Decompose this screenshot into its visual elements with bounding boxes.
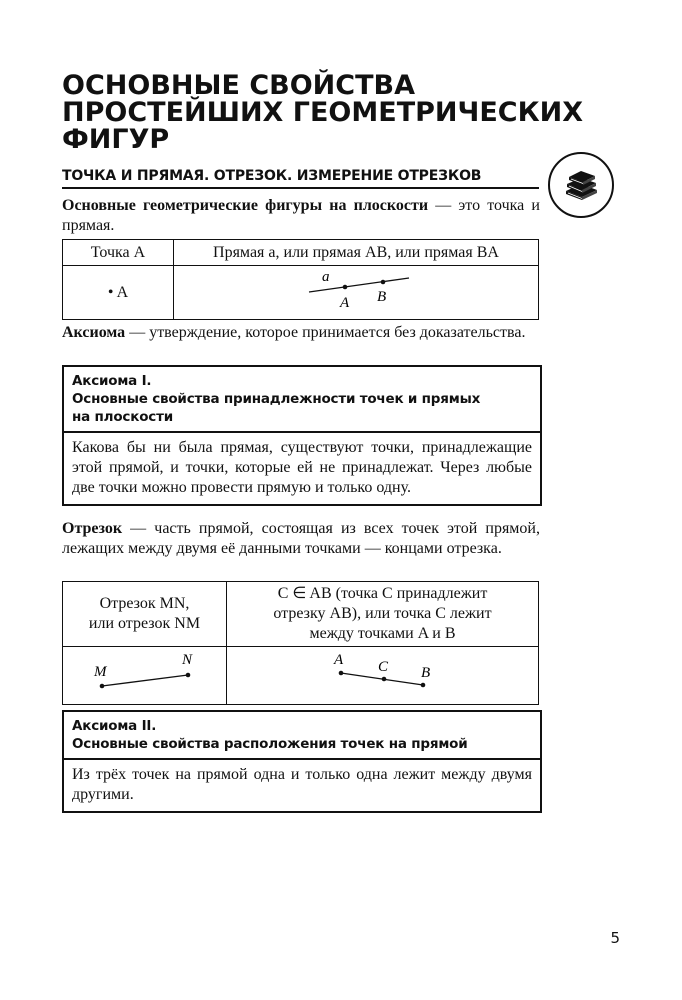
- table1-line-cell: [174, 266, 539, 320]
- axiom-def-rest: — утверждение, которое принимается без доказательства.: [125, 324, 526, 341]
- table2-left-header: [63, 582, 227, 647]
- segment-acb-figure: [228, 647, 538, 699]
- table2-left-line-2: или отрезок NM: [88, 615, 201, 632]
- title-line-2: ПРОСТЕЙШИХ ГЕОМЕТРИЧЕСКИХ: [62, 97, 584, 128]
- title-line-1: ОСНОВНЫЕ СВОЙСТВА: [62, 70, 415, 101]
- axiom-1-body: Какова бы ни была прямая, существуют точки, принадлежащие этой прямой, и точки, которые ей не принадлежат. Через любые две точки можно провести прямую и только одну.: [72, 439, 532, 496]
- table2-right-line-2: отрезку AB), или точка C лежит: [273, 605, 492, 622]
- label-C: C: [377, 659, 388, 675]
- line-ab-figure: [176, 266, 536, 314]
- axiom-2-heading: [64, 712, 540, 760]
- segment-table: [62, 581, 539, 705]
- label-N: N: [181, 652, 192, 668]
- segment-mn-figure: [65, 647, 225, 699]
- table1-header-line: [174, 240, 539, 266]
- axiom-1-head-line-3: на плоскости: [72, 409, 173, 425]
- intro-rest: — это точка и прямая.: [62, 197, 540, 234]
- table2-right-line-1: C ∈ AB (точка C принадлежит: [277, 585, 488, 602]
- point-a-figure: • A: [107, 283, 129, 301]
- label-B2: B: [420, 665, 430, 681]
- axiom-definition: [62, 323, 540, 343]
- section-heading: ТОЧКА И ПРЯМАЯ. ОТРЕЗОК. ИЗМЕРЕНИЕ ОТРЕЗКОВ: [62, 168, 482, 184]
- segment-def-rest: — часть прямой, состоящая из всех точек этой прямой, лежащих между двумя её данными точками — концами отрезка.: [62, 520, 540, 557]
- table1-header-point-text: Точка A: [90, 243, 146, 261]
- segment-definition: [62, 519, 540, 559]
- table2-left-figure-cell: [63, 647, 227, 705]
- axiom-1-heading: [64, 367, 540, 433]
- table1-header-point: [63, 240, 174, 266]
- label-A: A: [340, 295, 350, 311]
- label-A2: A: [333, 652, 343, 668]
- table1-point-cell: [63, 266, 174, 320]
- table2-right-line-3: между точками A и B: [309, 625, 456, 642]
- page-title: [62, 70, 584, 155]
- intro-paragraph: [62, 196, 540, 236]
- label-M: M: [93, 664, 106, 680]
- title-line-3: ФИГУР: [62, 124, 170, 155]
- table2-right-figure-cell: [227, 647, 539, 705]
- table2-left-line-1: Отрезок MN,: [99, 595, 190, 612]
- axiom-1-head-line-1: Аксиома I.: [72, 373, 152, 389]
- axiom-2-head-line-1: Аксиома II.: [72, 718, 157, 734]
- page-number: 5: [610, 929, 620, 947]
- axiom-2-body: Из трёх точек на прямой одна и только одна лежит между двумя другими.: [72, 766, 532, 803]
- table1-header-line-text: Прямая a, или прямая AB, или прямая BA: [213, 243, 499, 261]
- axiom-2-head-line-2: Основные свойства расположения точек на прямой: [72, 736, 468, 752]
- axiom-2-box: [62, 710, 542, 813]
- axiom-1-box: [62, 365, 542, 506]
- table2-right-header: [227, 582, 539, 647]
- label-a: a: [322, 269, 330, 285]
- section-rule: [62, 187, 539, 189]
- books-icon: [548, 152, 614, 218]
- label-B: B: [377, 289, 387, 305]
- intro-bold: Основные геометрические фигуры на плоскости: [62, 197, 429, 214]
- segment-def-bold: Отрезок: [62, 520, 123, 537]
- point-line-table: [62, 239, 539, 320]
- axiom-def-bold: Аксиома: [62, 324, 126, 341]
- axiom-1-head-line-2: Основные свойства принадлежности точек и прямых: [72, 391, 481, 407]
